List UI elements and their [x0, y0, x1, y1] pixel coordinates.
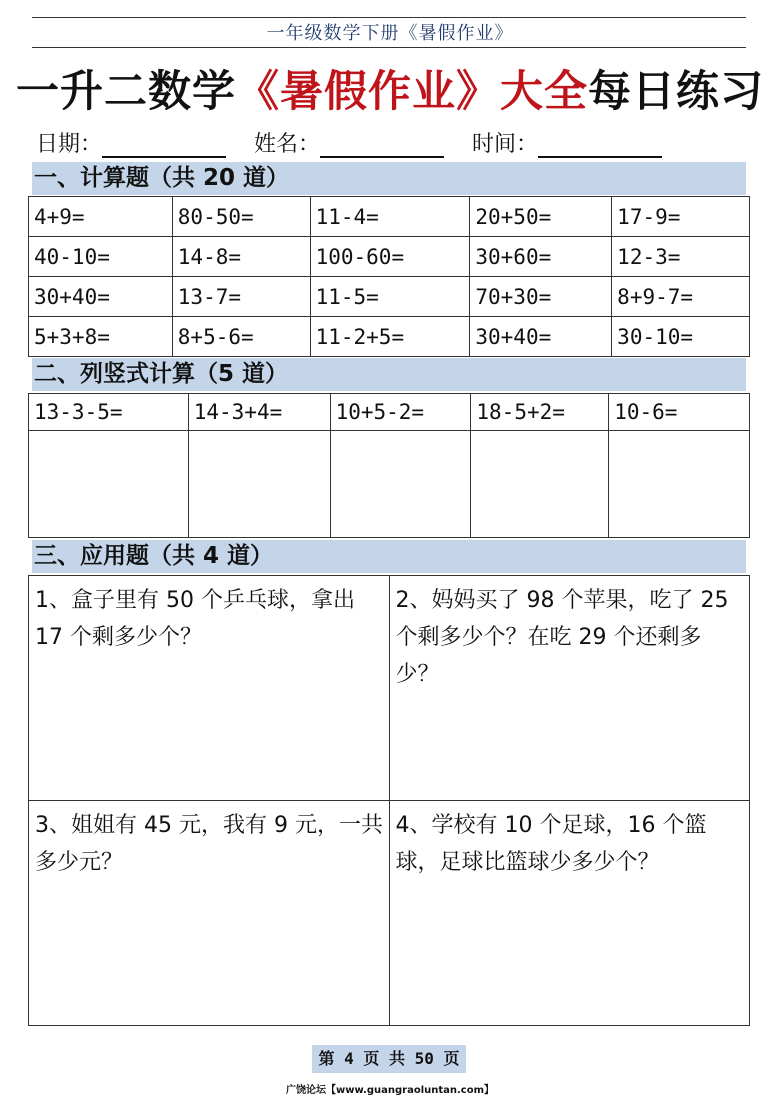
answer-space[interactable] — [609, 431, 750, 538]
table-row — [29, 801, 750, 1026]
time-label: 时间： — [472, 132, 539, 157]
name-field[interactable] — [320, 132, 444, 158]
vertical-calc-table — [28, 393, 750, 538]
calc-cell: 12-3= — [612, 237, 750, 277]
vertical-calc-question: 10+5-2= — [330, 394, 471, 431]
main-title — [0, 58, 780, 119]
calc-cell: 5+3+8= — [29, 317, 173, 357]
calc-table — [28, 196, 750, 357]
time-field[interactable] — [538, 132, 662, 158]
answer-space[interactable] — [330, 431, 471, 538]
answer-space[interactable] — [188, 431, 330, 538]
header-title: 一年级数学下册《暑假作业》 — [266, 23, 514, 44]
header-top-line — [32, 17, 746, 18]
table-row — [29, 394, 750, 431]
calc-cell: 11-5= — [310, 277, 470, 317]
vertical-calc-question: 13-3-5= — [29, 394, 189, 431]
calc-cell: 100-60= — [310, 237, 470, 277]
section2-title: 二、列竖式计算（5 道） — [32, 358, 746, 391]
calc-cell: 30-10= — [612, 317, 750, 357]
name-label: 姓名： — [254, 132, 321, 157]
info-row — [36, 126, 736, 158]
table-row — [29, 237, 750, 277]
table-row — [29, 576, 750, 801]
word-problem-4: 4、学校有 10 个足球，16 个篮球，足球比篮球少多少个？ — [389, 801, 750, 1026]
answer-space[interactable] — [29, 431, 189, 538]
calc-cell: 13-7= — [172, 277, 310, 317]
calc-cell: 70+30= — [470, 277, 612, 317]
calc-cell: 11-2+5= — [310, 317, 470, 357]
vertical-calc-question: 14-3+4= — [188, 394, 330, 431]
table-row — [29, 277, 750, 317]
calc-cell: 30+60= — [470, 237, 612, 277]
table-row — [29, 431, 750, 538]
calc-cell: 40-10= — [29, 237, 173, 277]
calc-cell: 4+9= — [29, 197, 173, 237]
date-field[interactable] — [102, 132, 226, 158]
word-problem-3: 3、姐姐有 45 元，我有 9 元，一共多少元？ — [29, 801, 390, 1026]
calc-cell: 14-8= — [172, 237, 310, 277]
calc-cell: 80-50= — [172, 197, 310, 237]
table-row — [29, 317, 750, 357]
calc-cell: 8+5-6= — [172, 317, 310, 357]
footer-site: 广饶论坛【www.guangraoluntan.com】 — [285, 1085, 495, 1096]
section3-title: 三、应用题（共 4 道） — [32, 540, 746, 573]
word-problem-2: 2、妈妈买了 98 个苹果，吃了 25 个剩多少个？在吃 29 个还剩多少？ — [389, 576, 750, 801]
date-label: 日期： — [36, 132, 103, 157]
page-number: 第 4 页 共 50 页 — [312, 1045, 466, 1073]
main-title-part2: 《暑假作业》大全 — [236, 67, 588, 117]
calc-cell: 20+50= — [470, 197, 612, 237]
header-bottom-line — [32, 47, 746, 48]
main-title-part3: 每日练习 — [588, 67, 764, 117]
main-title-part1: 一升二数学 — [16, 67, 236, 117]
vertical-calc-question: 18-5+2= — [471, 394, 609, 431]
calc-cell: 8+9-7= — [612, 277, 750, 317]
calc-cell: 30+40= — [29, 277, 173, 317]
answer-space[interactable] — [471, 431, 609, 538]
calc-cell: 17-9= — [612, 197, 750, 237]
word-problem-table — [28, 575, 750, 1026]
section1-title: 一、计算题（共 20 道） — [32, 162, 746, 195]
table-row — [29, 197, 750, 237]
calc-cell: 30+40= — [470, 317, 612, 357]
vertical-calc-question: 10-6= — [609, 394, 750, 431]
word-problem-1: 1、盒子里有 50 个乒乓球，拿出 17 个剩多少个？ — [29, 576, 390, 801]
calc-cell: 11-4= — [310, 197, 470, 237]
